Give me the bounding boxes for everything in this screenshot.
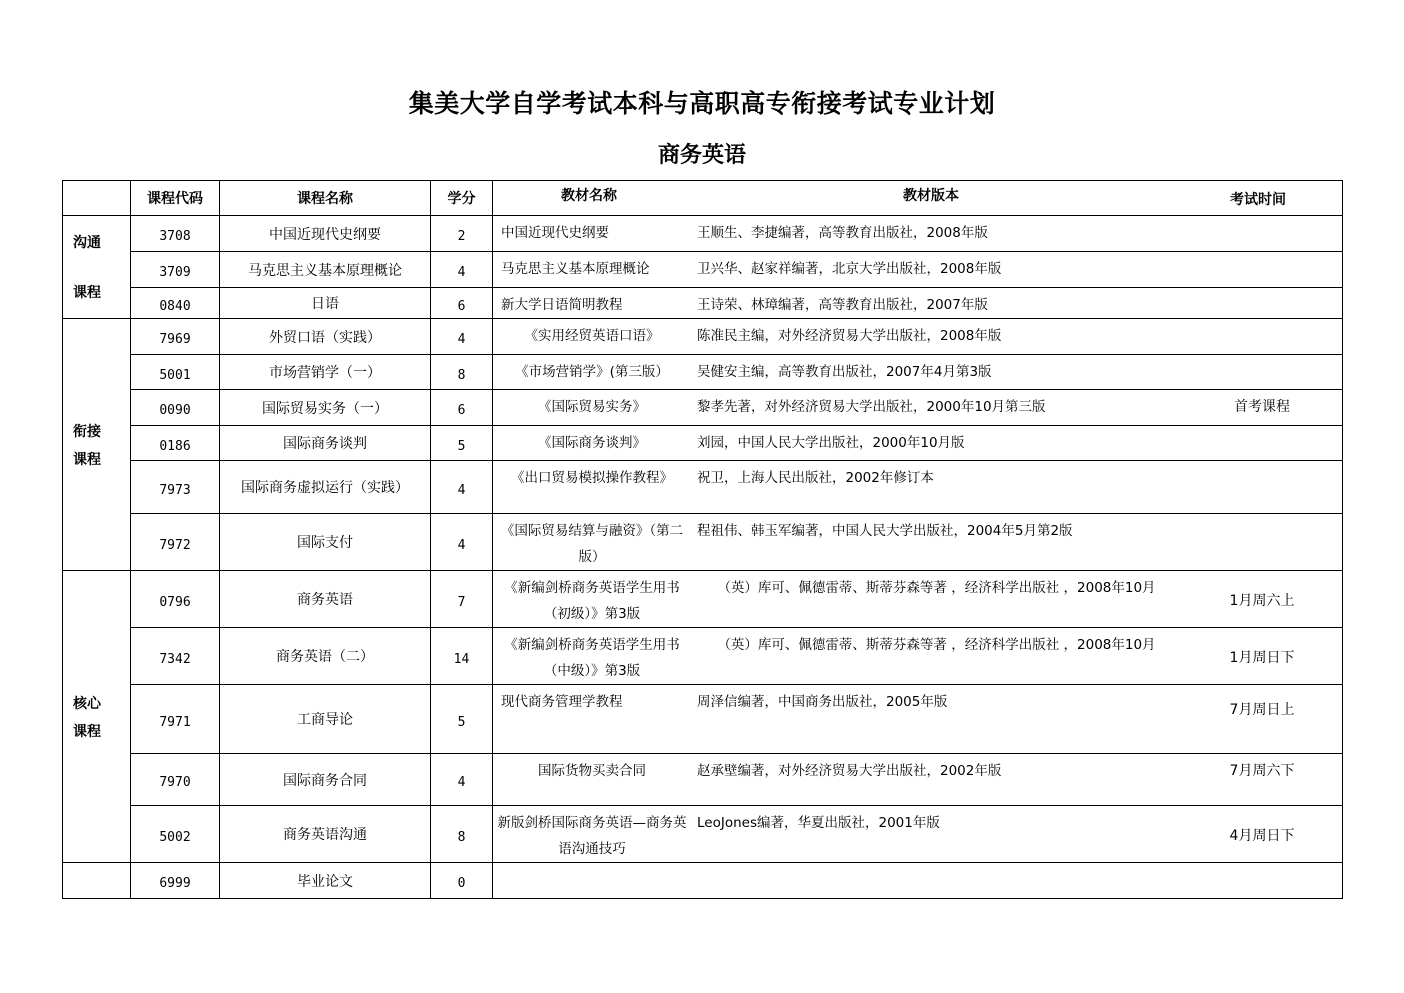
course-credit: 2	[431, 216, 493, 252]
header-course-name: 课程名称	[220, 181, 431, 216]
table-row	[63, 355, 1343, 390]
textbook-cell	[493, 319, 1343, 355]
header-course-code: 课程代码	[131, 181, 220, 216]
course-credit: 6	[431, 390, 493, 426]
textbook-name: 《出口贸易模拟操作教程》	[511, 470, 673, 486]
course-credit: 6	[431, 288, 493, 319]
course-name: 外贸口语（实践）	[220, 319, 431, 355]
textbook-cell	[493, 628, 1343, 685]
table-row	[63, 216, 1343, 252]
textbook-name: 《国际贸易结算与融资》（第二版）	[500, 523, 684, 565]
table-row	[63, 426, 1343, 461]
table-row	[63, 806, 1343, 863]
category-label-line1: 沟通	[73, 235, 101, 251]
textbook-name: 《国际商务谈判》	[538, 435, 646, 451]
textbook-cell	[493, 355, 1343, 390]
course-code: 7969	[131, 319, 220, 355]
textbook-cell	[493, 754, 1343, 806]
textbook-name: 《实用经贸英语口语》	[524, 328, 660, 344]
table-row	[63, 514, 1343, 571]
textbook-version: 周泽信编著，中国商务出版社，2005年版	[697, 694, 948, 710]
course-code: 3709	[131, 252, 220, 288]
textbook-version: 刘园，中国人民大学出版社，2000年10月版	[697, 435, 965, 451]
textbook-name: 新大学日语简明教程	[501, 297, 623, 313]
category-label-line2: 课程	[73, 285, 101, 301]
textbook-name: 《新编剑桥商务英语学生用书（中级）》第3版	[504, 637, 680, 679]
textbook-version: （英）库可、佩德雷蒂、斯蒂芬森等著 ，经济科学出版社 ，2008年10月	[717, 637, 1156, 653]
course-plan-table	[62, 180, 1343, 899]
textbook-name: 新版剑桥国际商务英语—商务英语沟通技巧	[497, 815, 687, 857]
exam-time: 7月周六下	[1229, 763, 1295, 779]
document-title: 集美大学自学考试本科与高职高专衔接考试专业计划	[408, 89, 996, 118]
textbook-version: 赵承壁编著，对外经济贸易大学出版社，2002年版	[697, 763, 1002, 779]
category-thesis	[63, 863, 131, 899]
table-row	[63, 863, 1343, 899]
course-code: 0796	[131, 571, 220, 628]
table-row	[63, 319, 1343, 355]
textbook-name: 《市场营销学》(第三版）	[515, 364, 669, 380]
course-credit: 7	[431, 571, 493, 628]
table-row	[63, 461, 1343, 514]
course-code: 0840	[131, 288, 220, 319]
course-name: 国际商务虚拟运行（实践）	[220, 461, 431, 514]
course-credit: 4	[431, 514, 493, 571]
textbook-cell	[493, 806, 1343, 863]
course-credit: 4	[431, 252, 493, 288]
textbook-version: 吴健安主编，高等教育出版社，2007年4月第3版	[697, 364, 992, 380]
textbook-version: 王顺生、李捷编著，高等教育出版社，2008年版	[697, 225, 988, 241]
course-name: 商务英语沟通	[220, 806, 431, 863]
textbook-cell	[493, 461, 1343, 514]
course-name: 马克思主义基本原理概论	[220, 252, 431, 288]
course-credit: 5	[431, 685, 493, 754]
course-credit: 4	[431, 319, 493, 355]
textbook-name: 《国际贸易实务》	[538, 399, 646, 415]
category-label-line2: 课程	[73, 723, 101, 740]
textbook-name: 现代商务管理学教程	[501, 694, 623, 710]
course-name: 商务英语	[220, 571, 431, 628]
course-code: 7970	[131, 754, 220, 806]
course-credit: 14	[431, 628, 493, 685]
category-bridging-courses	[63, 319, 131, 571]
header-books	[493, 181, 1343, 216]
exam-time: 首考课程	[1234, 399, 1290, 415]
category-label-line1: 衔接	[73, 423, 101, 440]
course-code: 0186	[131, 426, 220, 461]
course-name: 日语	[220, 288, 431, 319]
table-row	[63, 390, 1343, 426]
table-row	[63, 685, 1343, 754]
textbook-cell	[493, 216, 1343, 252]
header-book-name: 教材名称	[561, 188, 617, 204]
textbook-version: 祝卫，上海人民出版社，2002年修订本	[697, 470, 934, 486]
course-code: 5001	[131, 355, 220, 390]
textbook-version: 黎孝先著，对外经济贸易大学出版社，2000年10月第三版	[697, 399, 1046, 415]
textbook-cell	[493, 571, 1343, 628]
textbook-name: 马克思主义基本原理概论	[501, 261, 650, 277]
course-name: 工商导论	[220, 685, 431, 754]
course-name: 商务英语（二）	[220, 628, 431, 685]
course-code: 3708	[131, 216, 220, 252]
table-row	[63, 754, 1343, 806]
textbook-name: 国际货物买卖合同	[538, 763, 646, 779]
textbook-version: 王诗荣、林璋编著，高等教育出版社，2007年版	[697, 297, 988, 313]
header-book-version: 教材版本	[903, 188, 959, 204]
course-code: 7971	[131, 685, 220, 754]
course-credit: 8	[431, 806, 493, 863]
category-label-line2: 课程	[73, 451, 101, 468]
course-name: 国际商务合同	[220, 754, 431, 806]
textbook-cell	[493, 863, 1343, 899]
document-subtitle: 商务英语	[657, 142, 746, 168]
exam-time: 7月周日上	[1229, 702, 1295, 718]
course-name: 中国近现代史纲要	[220, 216, 431, 252]
course-code: 7342	[131, 628, 220, 685]
table-row	[63, 571, 1343, 628]
course-name: 国际支付	[220, 514, 431, 571]
exam-time: 4月周日下	[1229, 828, 1295, 844]
textbook-cell	[493, 685, 1343, 754]
textbook-cell	[493, 390, 1343, 426]
textbook-version: LeoJones编著，华夏出版社，2001年版	[697, 815, 940, 831]
textbook-name: 《新编剑桥商务英语学生用书（初级）》第3版	[504, 580, 680, 622]
textbook-version: 陈准民主编，对外经济贸易大学出版社，2008年版	[697, 328, 1002, 344]
textbook-cell	[493, 288, 1343, 319]
course-code: 6999	[131, 863, 220, 899]
course-name: 国际商务谈判	[220, 426, 431, 461]
course-credit: 0	[431, 863, 493, 899]
textbook-name: 中国近现代史纲要	[501, 225, 609, 241]
category-communication-courses	[63, 216, 131, 319]
course-code: 7973	[131, 461, 220, 514]
course-credit: 4	[431, 461, 493, 514]
course-code: 0090	[131, 390, 220, 426]
category-core-courses	[63, 571, 131, 863]
course-credit: 4	[431, 754, 493, 806]
textbook-cell	[493, 514, 1343, 571]
textbook-cell	[493, 252, 1343, 288]
table-header-row	[63, 181, 1343, 216]
header-exam-time: 考试时间	[1230, 192, 1286, 208]
textbook-cell	[493, 426, 1343, 461]
course-code: 7972	[131, 514, 220, 571]
course-credit: 5	[431, 426, 493, 461]
table-row	[63, 628, 1343, 685]
header-category	[63, 181, 131, 216]
exam-time: 1月周日下	[1229, 650, 1295, 666]
table-row	[63, 252, 1343, 288]
exam-time: 1月周六上	[1229, 593, 1295, 609]
header-credit: 学分	[431, 181, 493, 216]
textbook-version: 程祖伟、韩玉军编著，中国人民大学出版社，2004年5月第2版	[697, 523, 1073, 539]
table-row	[63, 288, 1343, 319]
course-code: 5002	[131, 806, 220, 863]
textbook-version: 卫兴华、赵家祥编著，北京大学出版社，2008年版	[697, 261, 1002, 277]
course-name: 国际贸易实务（一）	[220, 390, 431, 426]
course-name: 市场营销学（一）	[220, 355, 431, 390]
course-credit: 8	[431, 355, 493, 390]
course-name: 毕业论文	[220, 863, 431, 899]
textbook-version: （英）库可、佩德雷蒂、斯蒂芬森等著 ，经济科学出版社 ，2008年10月	[717, 580, 1156, 596]
category-label-line1: 核心	[73, 695, 101, 712]
